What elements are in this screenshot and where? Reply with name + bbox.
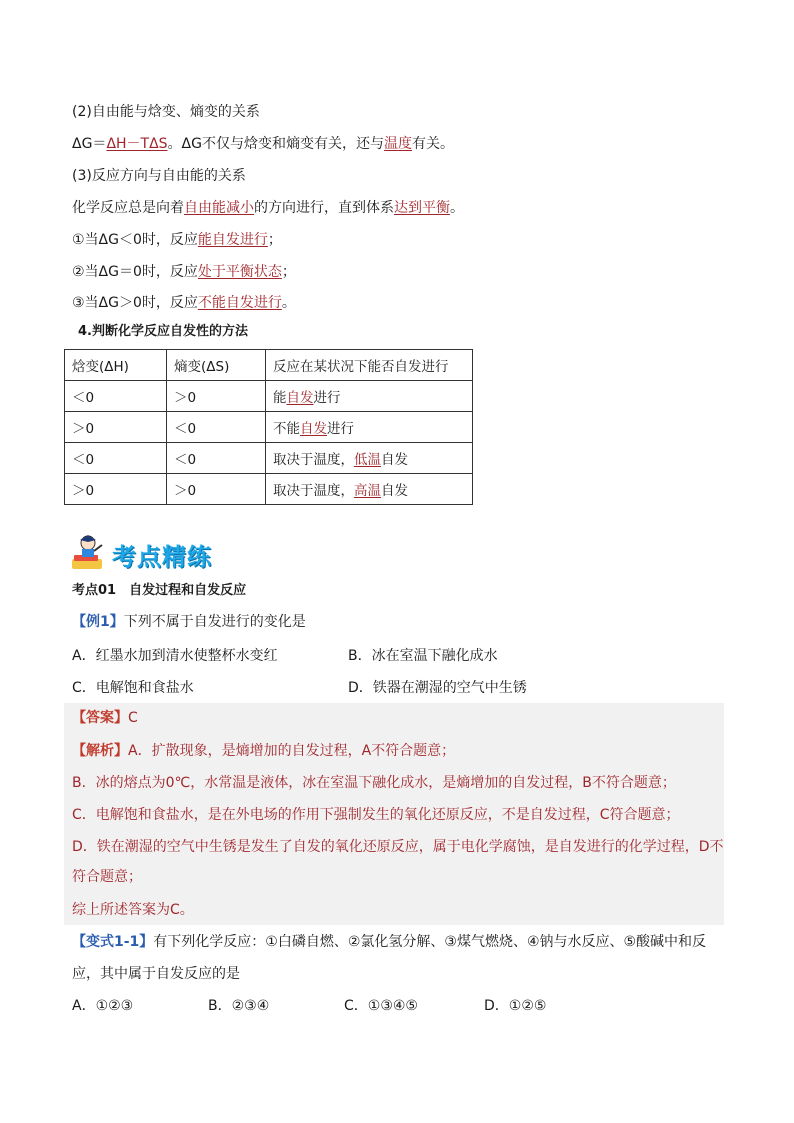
section-4-heading: 4.判断化学反应自发性的方法 — [78, 324, 248, 339]
example-1-option-a: A．红墨水加到清水使整杯水变红 — [72, 648, 278, 664]
variant-1-1-line-1 — [72, 932, 706, 952]
table-cell-h: ＜0 — [65, 381, 167, 412]
section-3-heading: (3)反应方向与自由能的关系 — [72, 168, 246, 184]
analysis-line-d: D．铁在潮湿的空气中生锈是发生了自发的氧化还原反应，属于电化学腐蚀，是自发进行的化学过程，D不 — [72, 839, 724, 855]
formula-prefix: ΔG＝ — [72, 136, 107, 152]
analysis-tag: 【解析】 — [72, 743, 128, 759]
analysis-summary: 综上所述答案为C。 — [72, 902, 194, 918]
example-1-option-d: D．铁器在潮湿的空气中生锈 — [348, 680, 527, 696]
answer-line — [72, 708, 138, 728]
table-header-row — [65, 350, 473, 381]
formula-minus: － — [126, 136, 141, 152]
table-cell-result — [266, 443, 473, 474]
p-end: 。 — [450, 200, 464, 216]
example-1-question — [72, 612, 306, 632]
topic-01-title: 考点01 自发过程和自发反应 — [72, 583, 247, 598]
result-post: 进行 — [313, 390, 341, 406]
banner-title: 考点精练 — [112, 543, 212, 571]
variant-1-1-tag: 【变式1-1】 — [72, 934, 154, 950]
condition-2-end: ； — [281, 264, 296, 280]
table-header-spontaneity: 反应在某状况下能否自发进行 — [266, 350, 473, 381]
table-cell-h: ＞0 — [65, 412, 167, 443]
example-1-option-b: B．冰在室温下融化成水 — [348, 648, 498, 664]
p-prefix: 化学反应总是向着 — [72, 200, 184, 216]
table-row — [65, 474, 473, 505]
result-key: 高温 — [354, 483, 381, 499]
formula-delta-h: ΔH — [106, 136, 127, 152]
student-mascot-icon — [70, 533, 108, 571]
analysis-line-a — [72, 741, 455, 761]
condition-2-prefix: ②当ΔG＝0时，反应 — [72, 264, 198, 280]
variant-1-1-line-2: 应，其中属于自发反应的是 — [72, 966, 240, 982]
variant-option-d: D．①②⑤ — [484, 998, 547, 1014]
table-cell-s: ＜0 — [167, 412, 266, 443]
result-pre: 取决于温度， — [273, 483, 354, 499]
result-pre: 能 — [273, 390, 287, 406]
variant-option-c: C．①③④⑤ — [344, 998, 418, 1014]
formula-t-delta-s: TΔS — [140, 136, 168, 152]
result-post: 进行 — [327, 421, 354, 437]
free-energy-formula — [72, 134, 454, 154]
condition-1-result: 能自发进行 — [197, 232, 268, 248]
condition-3 — [72, 293, 296, 313]
result-key: 自发 — [286, 390, 314, 406]
condition-2-result: 处于平衡状态 — [197, 264, 282, 280]
analysis-line-b: B．冰的熔点为0℃，水常温是液体，冰在室温下融化成水，是熵增加的自发过程，B不符合题意； — [72, 775, 676, 791]
condition-3-prefix: ③当ΔG＞0时，反应 — [72, 295, 198, 311]
result-post: 自发 — [381, 483, 408, 499]
answer-tag: 【答案】 — [72, 710, 128, 726]
table-row — [65, 443, 473, 474]
practice-banner — [70, 533, 260, 571]
table-cell-s: ＜0 — [167, 443, 266, 474]
table-row — [65, 381, 473, 412]
condition-3-end: 。 — [281, 295, 296, 311]
section-2-heading: (2)自由能与焓变、熵变的关系 — [72, 104, 260, 120]
table-header-enthalpy: 焓变(ΔH) — [65, 350, 167, 381]
table-cell-s: ＞0 — [167, 474, 266, 505]
condition-1-end: ； — [267, 232, 282, 248]
analysis-a-text: A．扩散现象，是熵增加的自发过程，A不符合题意； — [128, 743, 456, 759]
formula-temperature: 温度 — [384, 136, 412, 152]
variant-option-a: A．①②③ — [72, 998, 134, 1014]
table-cell-result — [266, 381, 473, 412]
table-cell-s: ＞0 — [167, 381, 266, 412]
spontaneity-table — [64, 349, 473, 505]
condition-1-prefix: ①当ΔG＜0时，反应 — [72, 232, 198, 248]
formula-suffix: 。ΔG不仅与焓变和熵变有关，还与 — [167, 136, 384, 152]
direction-paragraph — [72, 198, 464, 218]
p-equilibrium: 达到平衡 — [394, 200, 450, 216]
p-free-energy-decrease: 自由能减小 — [184, 200, 254, 216]
table-cell-h: ＞0 — [65, 474, 167, 505]
condition-3-result: 不能自发进行 — [197, 295, 282, 311]
analysis-line-d-cont: 符合题意； — [72, 869, 142, 885]
result-key: 低温 — [354, 452, 381, 468]
table-row — [65, 412, 473, 443]
analysis-line-c: C．电解饱和食盐水，是在外电场的作用下强制发生的氧化还原反应，不是自发过程，C符合题意； — [72, 807, 680, 823]
result-key: 自发 — [300, 421, 327, 437]
table-cell-h: ＜0 — [65, 443, 167, 474]
table-header-entropy: 熵变(ΔS) — [167, 350, 266, 381]
variant-1-1-text: 有下列化学反应：①白磷自燃、②氯化氢分解、③煤气燃烧、④钠与水反应、⑤酸碱中和反 — [153, 934, 707, 950]
condition-1 — [72, 230, 282, 250]
result-pre: 取决于温度， — [273, 452, 354, 468]
answer-value: C — [128, 710, 138, 726]
variant-option-b: B．②③④ — [208, 998, 270, 1014]
table-cell-result — [266, 474, 473, 505]
table-cell-result — [266, 412, 473, 443]
result-pre: 不能 — [273, 421, 300, 437]
p-mid: 的方向进行，直到体系 — [254, 200, 394, 216]
example-1-option-c: C．电解饱和食盐水 — [72, 680, 194, 696]
example-1-text: 下列不属于自发进行的变化是 — [123, 614, 306, 630]
example-1-tag: 【例1】 — [72, 614, 124, 630]
result-post: 自发 — [381, 452, 408, 468]
condition-2 — [72, 262, 296, 282]
formula-end: 有关。 — [412, 136, 454, 152]
